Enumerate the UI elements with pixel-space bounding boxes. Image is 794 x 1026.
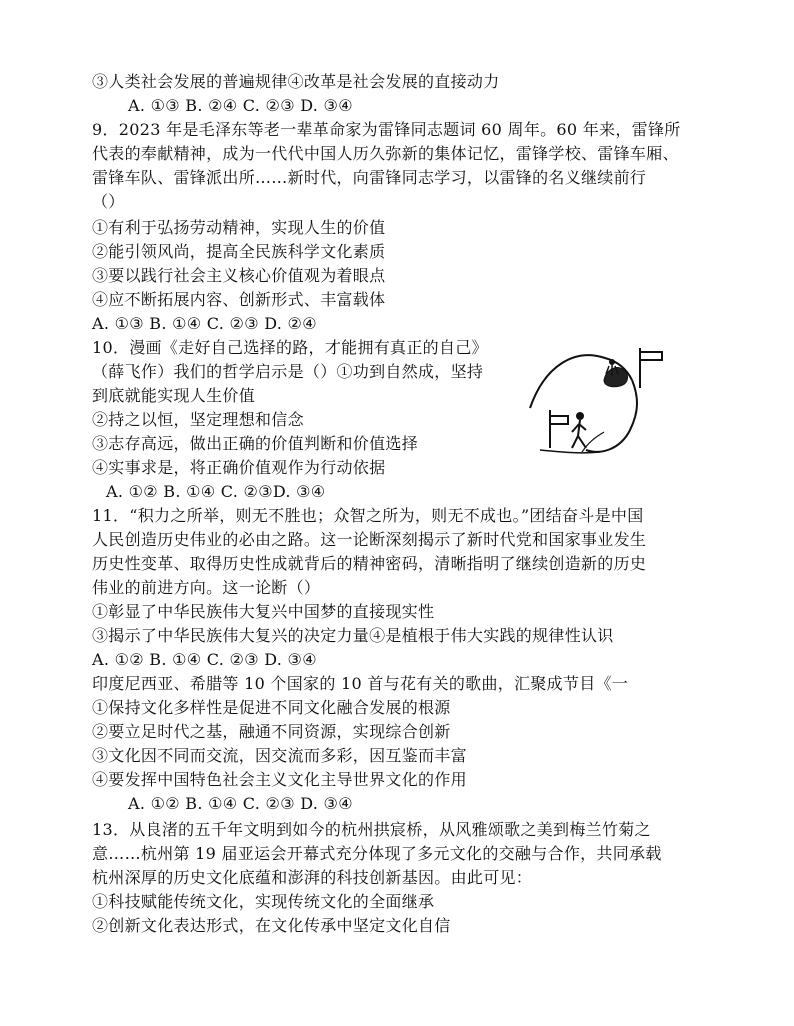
q9-stem-line-4: （） (92, 192, 125, 211)
q11-statement-1: ①彰显了中华民族伟大复兴中国梦的直接现实性 (92, 602, 435, 621)
q13-stem-line-1: 13．从良渚的五千年文明到如今的杭州拱宸桥，从风雅颂歌之美到梅兰竹菊之 (92, 820, 651, 839)
q11-stem-line-3: 历史性变革、取得历史性成就背后的精神密码，清晰指明了继续创造新的历史 (92, 554, 647, 573)
q9-statement-1: ①有利于弘扬劳动精神，实现人生的价值 (92, 218, 386, 237)
cartoon-illustration (520, 340, 670, 460)
q10-statement-2: ②持之以恒，坚定理想和信念 (92, 410, 304, 429)
q13-stem-line-2: 意……杭州第 19 届亚运会开幕式充分体现了多元文化的交融与合作，共同承载 (92, 844, 662, 863)
q11-options: A. ①② B. ①④ C. ②③ D. ③④ (92, 650, 317, 669)
q10-stem-line-1: 10．漫画《走好自己选择的路，才能拥有真正的自己》 (92, 338, 488, 357)
q12-stem-line: 印度尼西亚、希腊等 10 个国家的 10 首与花有关的歌曲，汇聚成节目《一 (92, 674, 629, 693)
q13-stem-line-3: 杭州深厚的历史文化底蕴和澎湃的科技创新基因。由此可见： (92, 868, 533, 887)
q12-options: A. ①② B. ①④ C. ②③ D. ③④ (128, 794, 353, 813)
q11-stem-line-2: 人民创造历史伟业的必由之路。这一论断深刻揭示了新时代党和国家事业发生 (92, 530, 647, 549)
q9-stem-line-3: 雷锋车队、雷锋派出所……新时代，向雷锋同志学习，以雷锋的名义继续前行 (92, 168, 647, 187)
q11-stem-line-4: 伟业的前进方向。这一论断（） (92, 578, 321, 597)
q9-stem-line-1: 9．2023 年是毛泽东等老一辈革命家为雷锋同志题词 60 周年。60 年来，雷锋所 (92, 120, 681, 139)
q9-statement-2: ②能引领风尚，提高全民族科学文化素质 (92, 242, 386, 261)
q10-stem-line-2: （薛飞作）我们的哲学启示是（）①功到自然成，坚持 (92, 362, 484, 381)
q9-statement-3: ③要以践行社会主义核心价值观为着眼点 (92, 266, 386, 285)
q10-stem-line-3: 到底就能实现人生价值 (92, 386, 256, 405)
q10-options: A. ①② B. ①④ C. ②③D. ③④ (106, 482, 326, 501)
q10-statement-3: ③志存高远，做出正确的价值判断和价值选择 (92, 434, 419, 453)
q13-statement-2: ②创新文化表达形式，在文化传承中坚定文化自信 (92, 916, 451, 935)
q12-statement-4: ④要发挥中国特色社会主义文化主导世界文化的作用 (92, 770, 467, 789)
q12-statement-2: ②要立足时代之基，融通不同资源，实现综合创新 (92, 722, 451, 741)
q10-statement-4: ④实事求是，将正确价值观作为行动依据 (92, 458, 386, 477)
q9-stem-line-2: 代表的奉献精神，成为一代代中国人历久弥新的集体记忆，雷锋学校、雷锋车厢、 (92, 144, 679, 163)
q12-statement-1: ①保持文化多样性是促进不同文化融合发展的根源 (92, 698, 451, 717)
q13-statement-1: ①科技赋能传统文化，实现传统文化的全面继承 (92, 892, 435, 911)
q8-statement-3-4: ③人类社会发展的普遍规律④改革是社会发展的直接动力 (92, 72, 500, 91)
q11-stem-line-1: 11．“积力之所举，则无不胜也；众智之所为，则无不成也。”团结奋斗是中国 (92, 506, 644, 525)
q12-statement-3: ③文化因不同而交流，因交流而多彩，因互鉴而丰富 (92, 746, 467, 765)
q11-statement-3-4: ③揭示了中华民族伟大复兴的决定力量④是植根于伟大实践的规律性认识 (92, 626, 614, 645)
q9-statement-4: ④应不断拓展内容、创新形式、丰富载体 (92, 290, 386, 309)
q8-options: A. ①③ B. ②④ C. ②③ D. ③④ (128, 96, 353, 115)
q9-options: A. ①③ B. ①④ C. ②③ D. ②④ (92, 314, 317, 333)
